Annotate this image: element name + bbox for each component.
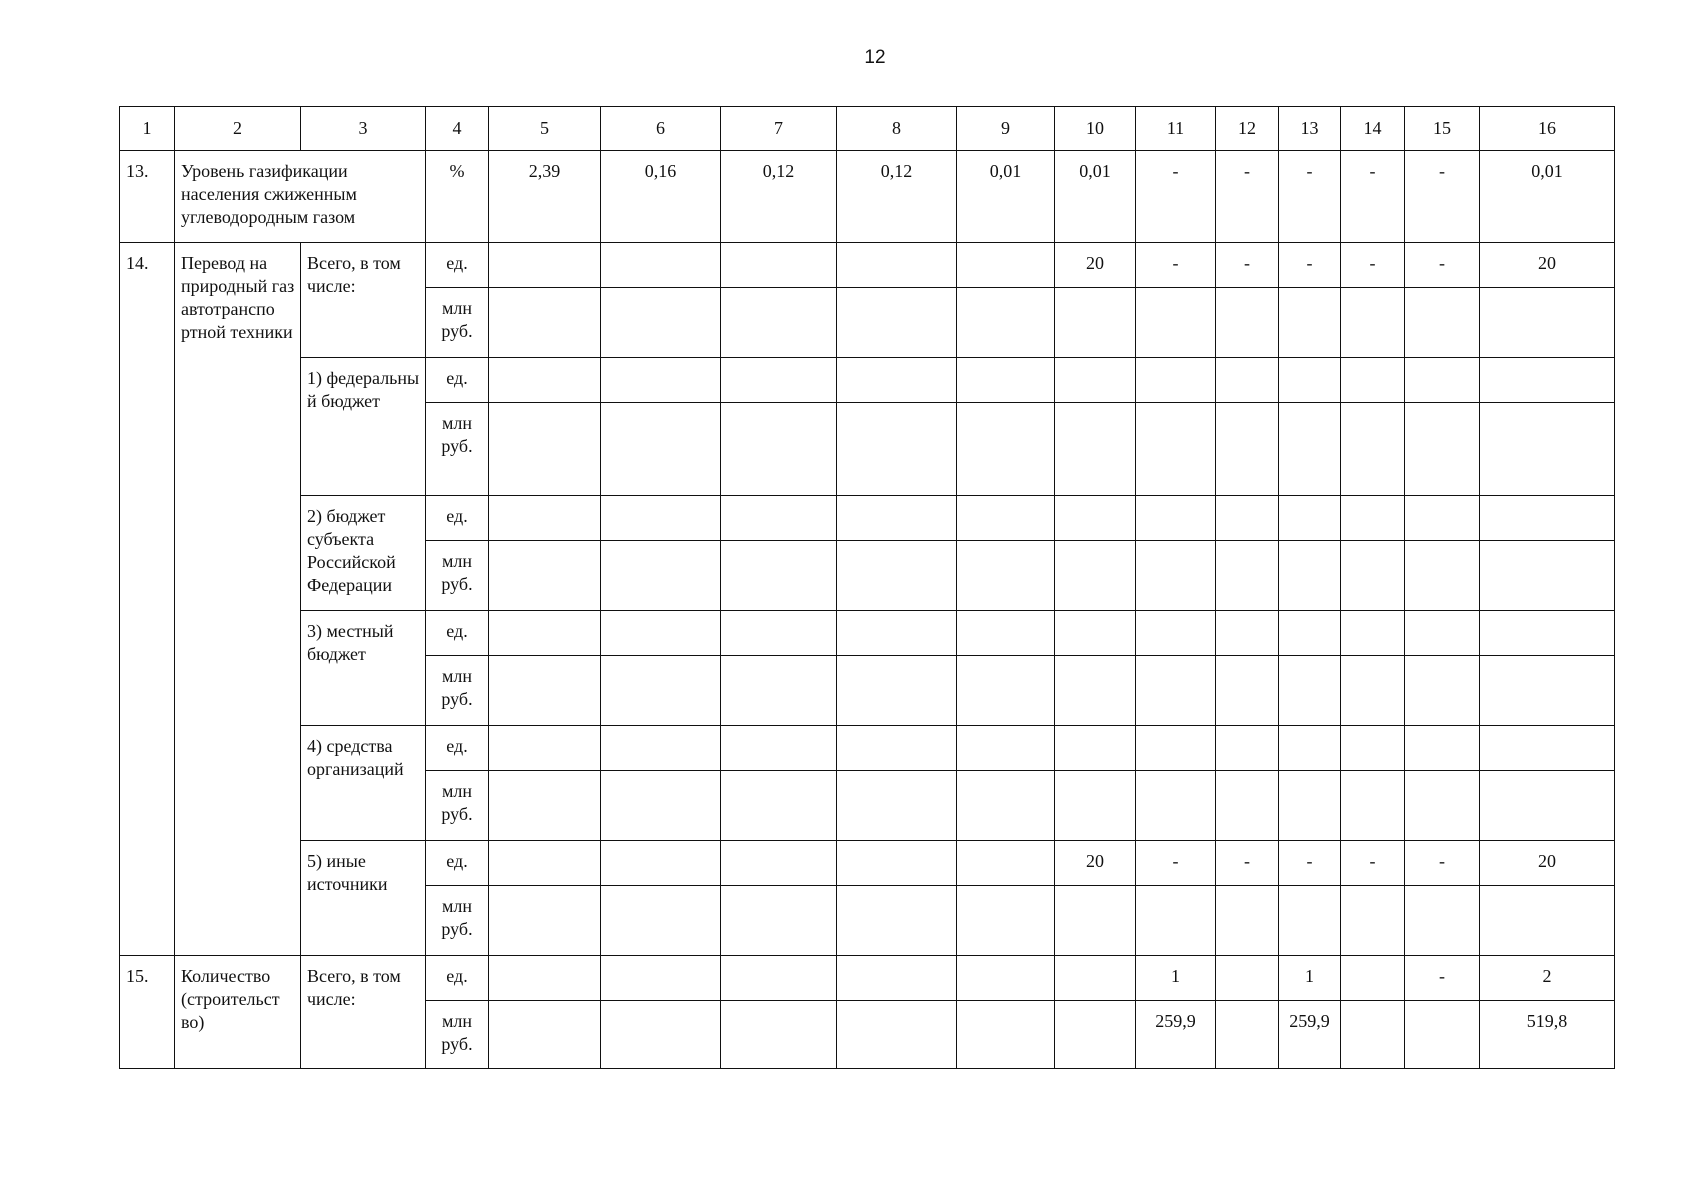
row14-g2-rub-col-16 [1480, 541, 1615, 611]
row14-g4-units-col-14 [1341, 726, 1405, 771]
row13-col-11: - [1136, 151, 1216, 243]
funding-source-label: 5) иные источники [301, 841, 426, 956]
row14-g2-rub-col-11 [1136, 541, 1216, 611]
row15-g0-units-col-14 [1341, 956, 1405, 1001]
row14-g0-rub-col-9 [957, 288, 1055, 358]
row14-g4-rub-col-13 [1279, 771, 1341, 841]
header-cell-2: 2 [175, 107, 301, 151]
row14-g1-rub-col-13 [1279, 403, 1341, 496]
row14-g3-rub-col-12 [1216, 656, 1279, 726]
row14-g0-units-col-9 [957, 243, 1055, 288]
header-cell-8: 8 [837, 107, 957, 151]
header-row [120, 107, 1615, 151]
table-row [120, 841, 1615, 886]
row14-g0-units-col-6 [601, 243, 721, 288]
row14-g4-rub-col-7 [721, 771, 837, 841]
header-cell-10: 10 [1055, 107, 1136, 151]
row13-col-7: 0,12 [721, 151, 837, 243]
row14-g0-rub-col-15 [1405, 288, 1480, 358]
row14-g0-rub-col-16 [1480, 288, 1615, 358]
row14-g1-units-col-13 [1279, 358, 1341, 403]
row14-g1-units-col-15 [1405, 358, 1480, 403]
row14-g5-rub-col-16 [1480, 886, 1615, 956]
row14-g1-units-col-6 [601, 358, 721, 403]
unit-cell: ед. [426, 243, 489, 288]
unit-cell: млн руб. [426, 403, 489, 496]
row14-g4-rub-col-12 [1216, 771, 1279, 841]
funding-source-label: 4) средства организаций [301, 726, 426, 841]
row13-col-6: 0,16 [601, 151, 721, 243]
table-row [120, 496, 1615, 541]
row14-g4-units-col-15 [1405, 726, 1480, 771]
row14-g0-units-col-13: - [1279, 243, 1341, 288]
row14-g5-rub-col-15 [1405, 886, 1480, 956]
header-cell-6: 6 [601, 107, 721, 151]
row14-g3-units-col-15 [1405, 611, 1480, 656]
header-cell-5: 5 [489, 107, 601, 151]
row15-g0-units-col-15: - [1405, 956, 1480, 1001]
table-row [120, 243, 1615, 288]
header-cell-16: 16 [1480, 107, 1615, 151]
row14-g5-rub-col-12 [1216, 886, 1279, 956]
row14-g0-rub-col-8 [837, 288, 957, 358]
row14-g5-units-col-9 [957, 841, 1055, 886]
row14-g4-units-col-9 [957, 726, 1055, 771]
table-row [120, 358, 1615, 403]
row14-g3-rub-col-13 [1279, 656, 1341, 726]
row14-g2-rub-col-10 [1055, 541, 1136, 611]
row14-g0-units-col-16: 20 [1480, 243, 1615, 288]
row14-g3-units-col-16 [1480, 611, 1615, 656]
row14-g3-rub-col-7 [721, 656, 837, 726]
funding-source-label: Всего, в том числе: [301, 956, 426, 1069]
row-number: 13. [120, 151, 175, 243]
funding-source-label: Всего, в том числе: [301, 243, 426, 358]
row13-col-12: - [1216, 151, 1279, 243]
row15-g0-rub-col-9 [957, 1001, 1055, 1069]
row15-g0-rub-col-8 [837, 1001, 957, 1069]
row15-g0-rub-col-10 [1055, 1001, 1136, 1069]
row14-g2-rub-col-13 [1279, 541, 1341, 611]
row15-g0-rub-col-11: 259,9 [1136, 1001, 1216, 1069]
row14-g3-rub-col-5 [489, 656, 601, 726]
row14-g3-units-col-6 [601, 611, 721, 656]
row15-g0-rub-col-15 [1405, 1001, 1480, 1069]
row14-g3-rub-col-9 [957, 656, 1055, 726]
row14-g5-rub-col-11 [1136, 886, 1216, 956]
row14-g3-rub-col-16 [1480, 656, 1615, 726]
row14-g2-rub-col-9 [957, 541, 1055, 611]
funding-source-label: 3) местный бюджет [301, 611, 426, 726]
row14-g5-units-col-13: - [1279, 841, 1341, 886]
row-number: 14. [120, 243, 175, 956]
row14-g5-rub-col-14 [1341, 886, 1405, 956]
row14-g3-rub-col-8 [837, 656, 957, 726]
row14-g0-units-col-14: - [1341, 243, 1405, 288]
row14-g0-rub-col-5 [489, 288, 601, 358]
row13-col-5: 2,39 [489, 151, 601, 243]
row14-g0-rub-col-11 [1136, 288, 1216, 358]
row14-g4-units-col-7 [721, 726, 837, 771]
header-cell-3: 3 [301, 107, 426, 151]
unit-cell: ед. [426, 956, 489, 1001]
row14-g2-units-col-5 [489, 496, 601, 541]
row14-g0-units-col-5 [489, 243, 601, 288]
row13-col-9: 0,01 [957, 151, 1055, 243]
row14-g4-rub-col-15 [1405, 771, 1480, 841]
row14-g2-units-col-7 [721, 496, 837, 541]
row14-g3-units-col-13 [1279, 611, 1341, 656]
row14-g1-rub-col-11 [1136, 403, 1216, 496]
unit-cell: млн руб. [426, 541, 489, 611]
row14-g0-units-col-10: 20 [1055, 243, 1136, 288]
funding-source-label: 2) бюджет субъекта Российской Федерации [301, 496, 426, 611]
header-cell-7: 7 [721, 107, 837, 151]
table-row [120, 151, 1615, 243]
row13-col-8: 0,12 [837, 151, 957, 243]
row14-g5-units-col-5 [489, 841, 601, 886]
row14-g4-units-col-5 [489, 726, 601, 771]
row14-g1-rub-col-7 [721, 403, 837, 496]
row14-g1-units-col-9 [957, 358, 1055, 403]
unit-cell: млн руб. [426, 656, 489, 726]
row14-g3-units-col-8 [837, 611, 957, 656]
row14-g2-rub-col-12 [1216, 541, 1279, 611]
row14-g1-rub-col-15 [1405, 403, 1480, 496]
row14-g5-units-col-11: - [1136, 841, 1216, 886]
row14-g1-rub-col-12 [1216, 403, 1279, 496]
row14-g4-units-col-10 [1055, 726, 1136, 771]
row14-g0-rub-col-10 [1055, 288, 1136, 358]
indicator-name: Перевод на природный газ автотранспо ртной техники [175, 243, 301, 956]
row14-g3-units-col-9 [957, 611, 1055, 656]
row14-g2-rub-col-14 [1341, 541, 1405, 611]
row14-g4-rub-col-11 [1136, 771, 1216, 841]
row14-g3-units-col-7 [721, 611, 837, 656]
unit-cell: ед. [426, 611, 489, 656]
row14-g1-rub-col-6 [601, 403, 721, 496]
row14-g1-units-col-11 [1136, 358, 1216, 403]
header-cell-13: 13 [1279, 107, 1341, 151]
row14-g0-rub-col-12 [1216, 288, 1279, 358]
row-number: 15. [120, 956, 175, 1069]
row14-g2-units-col-6 [601, 496, 721, 541]
header-cell-12: 12 [1216, 107, 1279, 151]
row14-g4-rub-col-14 [1341, 771, 1405, 841]
row14-g0-rub-col-14 [1341, 288, 1405, 358]
row14-g0-rub-col-6 [601, 288, 721, 358]
row13-col-16: 0,01 [1480, 151, 1615, 243]
header-cell-4: 4 [426, 107, 489, 151]
table-row [120, 956, 1615, 1001]
row14-g1-units-col-14 [1341, 358, 1405, 403]
table-row [120, 726, 1615, 771]
row14-g2-rub-col-6 [601, 541, 721, 611]
row14-g0-units-col-11: - [1136, 243, 1216, 288]
row14-g0-units-col-15: - [1405, 243, 1480, 288]
indicator-name: Уровень газификации населения сжиженным углеводородным газом [175, 151, 426, 243]
row14-g2-units-col-13 [1279, 496, 1341, 541]
unit-cell: ед. [426, 358, 489, 403]
row14-g5-units-col-8 [837, 841, 957, 886]
row14-g2-units-col-11 [1136, 496, 1216, 541]
row14-g5-units-col-14: - [1341, 841, 1405, 886]
header-cell-9: 9 [957, 107, 1055, 151]
row14-g4-rub-col-6 [601, 771, 721, 841]
unit-cell: ед. [426, 726, 489, 771]
row14-g2-units-col-15 [1405, 496, 1480, 541]
row14-g3-rub-col-11 [1136, 656, 1216, 726]
row14-g1-rub-col-14 [1341, 403, 1405, 496]
row14-g0-rub-col-13 [1279, 288, 1341, 358]
row14-g4-units-col-11 [1136, 726, 1216, 771]
row14-g3-units-col-14 [1341, 611, 1405, 656]
unit-cell: ед. [426, 841, 489, 886]
row15-g0-units-col-9 [957, 956, 1055, 1001]
row13-col-10: 0,01 [1055, 151, 1136, 243]
row15-g0-rub-col-16: 519,8 [1480, 1001, 1615, 1069]
gasification-table [119, 106, 1615, 1069]
row15-g0-units-col-12 [1216, 956, 1279, 1001]
row14-g4-rub-col-10 [1055, 771, 1136, 841]
row14-g1-units-col-8 [837, 358, 957, 403]
row14-g2-rub-col-8 [837, 541, 957, 611]
row15-g0-rub-col-7 [721, 1001, 837, 1069]
row14-g4-rub-col-5 [489, 771, 601, 841]
row14-g1-units-col-10 [1055, 358, 1136, 403]
row15-g0-units-col-5 [489, 956, 601, 1001]
row14-g1-rub-col-16 [1480, 403, 1615, 496]
row14-g1-units-col-7 [721, 358, 837, 403]
header-cell-14: 14 [1341, 107, 1405, 151]
unit-cell: млн руб. [426, 1001, 489, 1069]
page-number: 12 [864, 47, 886, 68]
row14-g1-units-col-5 [489, 358, 601, 403]
row14-g4-units-col-16 [1480, 726, 1615, 771]
row15-g0-rub-col-13: 259,9 [1279, 1001, 1341, 1069]
row14-g5-units-col-7 [721, 841, 837, 886]
unit-cell: % [426, 151, 489, 243]
funding-source-label: 1) федеральны й бюджет [301, 358, 426, 496]
row14-g4-units-col-6 [601, 726, 721, 771]
row14-g2-units-col-14 [1341, 496, 1405, 541]
row14-g3-units-col-12 [1216, 611, 1279, 656]
row14-g1-rub-col-5 [489, 403, 601, 496]
row15-g0-rub-col-14 [1341, 1001, 1405, 1069]
row14-g4-units-col-12 [1216, 726, 1279, 771]
unit-cell: млн руб. [426, 886, 489, 956]
row14-g3-rub-col-15 [1405, 656, 1480, 726]
row14-g3-units-col-5 [489, 611, 601, 656]
row14-g1-units-col-12 [1216, 358, 1279, 403]
row15-g0-rub-col-6 [601, 1001, 721, 1069]
row15-g0-units-col-8 [837, 956, 957, 1001]
row14-g2-units-col-9 [957, 496, 1055, 541]
row14-g2-units-col-16 [1480, 496, 1615, 541]
row14-g2-rub-col-7 [721, 541, 837, 611]
row15-g0-rub-col-12 [1216, 1001, 1279, 1069]
row14-g3-rub-col-14 [1341, 656, 1405, 726]
row14-g0-units-col-12: - [1216, 243, 1279, 288]
row15-g0-units-col-13: 1 [1279, 956, 1341, 1001]
row13-col-15: - [1405, 151, 1480, 243]
row14-g5-rub-col-7 [721, 886, 837, 956]
row14-g5-rub-col-9 [957, 886, 1055, 956]
row14-g4-units-col-13 [1279, 726, 1341, 771]
row15-g0-units-col-16: 2 [1480, 956, 1615, 1001]
row15-g0-units-col-6 [601, 956, 721, 1001]
row13-col-14: - [1341, 151, 1405, 243]
row14-g5-rub-col-8 [837, 886, 957, 956]
row14-g2-rub-col-15 [1405, 541, 1480, 611]
row14-g4-units-col-8 [837, 726, 957, 771]
row14-g3-rub-col-6 [601, 656, 721, 726]
row14-g0-rub-col-7 [721, 288, 837, 358]
row14-g5-units-col-15: - [1405, 841, 1480, 886]
row14-g5-rub-col-10 [1055, 886, 1136, 956]
row14-g2-rub-col-5 [489, 541, 601, 611]
table-row [120, 611, 1615, 656]
row14-g3-units-col-10 [1055, 611, 1136, 656]
row13-col-13: - [1279, 151, 1341, 243]
row14-g5-units-col-16: 20 [1480, 841, 1615, 886]
row14-g5-rub-col-6 [601, 886, 721, 956]
row14-g1-rub-col-10 [1055, 403, 1136, 496]
indicator-name: Количество (строительст во) [175, 956, 301, 1069]
row14-g0-units-col-7 [721, 243, 837, 288]
row14-g3-units-col-11 [1136, 611, 1216, 656]
row14-g3-rub-col-10 [1055, 656, 1136, 726]
row15-g0-units-col-11: 1 [1136, 956, 1216, 1001]
row14-g2-units-col-10 [1055, 496, 1136, 541]
row14-g4-rub-col-8 [837, 771, 957, 841]
row14-g5-units-col-6 [601, 841, 721, 886]
row15-g0-units-col-7 [721, 956, 837, 1001]
row14-g5-rub-col-13 [1279, 886, 1341, 956]
row14-g5-units-col-12: - [1216, 841, 1279, 886]
row14-g2-units-col-12 [1216, 496, 1279, 541]
row15-g0-rub-col-5 [489, 1001, 601, 1069]
row14-g5-rub-col-5 [489, 886, 601, 956]
row14-g5-units-col-10: 20 [1055, 841, 1136, 886]
row14-g0-units-col-8 [837, 243, 957, 288]
row15-g0-units-col-10 [1055, 956, 1136, 1001]
row14-g4-rub-col-16 [1480, 771, 1615, 841]
unit-cell: млн руб. [426, 288, 489, 358]
row14-g1-units-col-16 [1480, 358, 1615, 403]
row14-g1-rub-col-8 [837, 403, 957, 496]
unit-cell: ед. [426, 496, 489, 541]
unit-cell: млн руб. [426, 771, 489, 841]
header-cell-15: 15 [1405, 107, 1480, 151]
header-cell-11: 11 [1136, 107, 1216, 151]
header-cell-1: 1 [120, 107, 175, 151]
row14-g2-units-col-8 [837, 496, 957, 541]
row14-g4-rub-col-9 [957, 771, 1055, 841]
row14-g1-rub-col-9 [957, 403, 1055, 496]
